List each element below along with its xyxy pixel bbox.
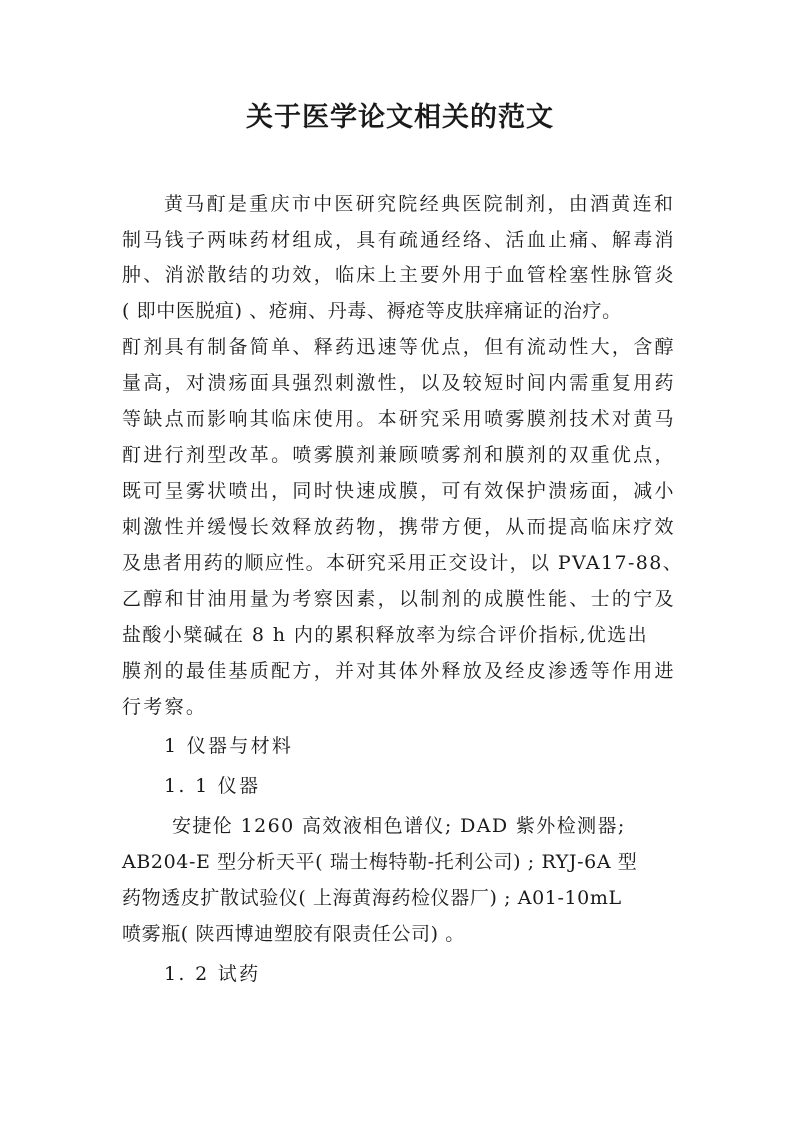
paragraph-line: 量高，对溃疡面具强烈刺激性，以及较短时间内需重复用药 — [122, 372, 676, 394]
paragraph-line: 肿、消淤散结的功效，临床上主要外用于血管栓塞性脉管炎 — [122, 264, 676, 286]
subsection-heading: 1. 1 仪器 — [164, 775, 261, 797]
paragraph-line: 盐酸小檗碱在 8 h 内的累积释放率为综合评价指标,优选出 — [122, 624, 649, 646]
paragraph-line: 乙醇和甘油用量为考察因素，以制剂的成膜性能、士的宁及 — [122, 588, 676, 610]
paragraph-line: 等缺点而影响其临床使用。本研究采用喷雾膜剂技术对黄马 — [122, 408, 676, 430]
subsection-heading: 1. 2 试药 — [164, 963, 261, 985]
paragraph-line: 行考察。 — [122, 696, 208, 718]
paragraph-line: AB204-E 型分析天平( 瑞士梅特勒-托利公司) ; RYJ-6A 型 — [122, 851, 638, 873]
paragraph-line: 药物透皮扩散试验仪( 上海黄海药检仪器厂) ; A01-10mL — [122, 887, 622, 909]
section-heading: 1 仪器与材料 — [164, 735, 294, 757]
paragraph-line: ( 即中医脱疽) 、疮痈、丹毒、褥疮等皮肤痒痛证的治疗。 — [122, 300, 622, 322]
paragraph-line: 酊剂具有制备简单、释药迅速等优点，但有流动性大，含醇 — [122, 336, 676, 358]
paragraph-line: 既可呈雾状喷出，同时快速成膜，可有效保护溃疡面，减小 — [122, 480, 676, 502]
paragraph-line: 黄马酊是重庆市中医研究院经典医院制剂，由酒黄连和 — [164, 193, 676, 215]
paragraph-line: 膜剂的最佳基质配方，并对其体外释放及经皮渗透等作用进 — [122, 660, 676, 682]
paragraph-line: 酊进行剂型改革。喷雾膜剂兼顾喷雾剂和膜剂的双重优点， — [122, 444, 676, 466]
paragraph-line: 制马钱子两味药材组成，具有疏通经络、活血止痛、解毒消 — [122, 229, 676, 251]
paragraph-line: 及患者用药的顺应性。本研究采用正交设计，以 PVA17-88、 — [122, 552, 684, 574]
paragraph-line: 刺激性并缓慢长效释放药物，携带方便，从而提高临床疗效 — [122, 516, 676, 538]
paragraph-line: 安捷伦 1260 高效液相色谱仪; DAD 紫外检测器; — [172, 815, 626, 837]
paragraph-line: 喷雾瓶( 陕西博迪塑胶有限责任公司) 。 — [122, 923, 465, 945]
document-title: 关于医学论文相关的范文 — [246, 102, 554, 133]
